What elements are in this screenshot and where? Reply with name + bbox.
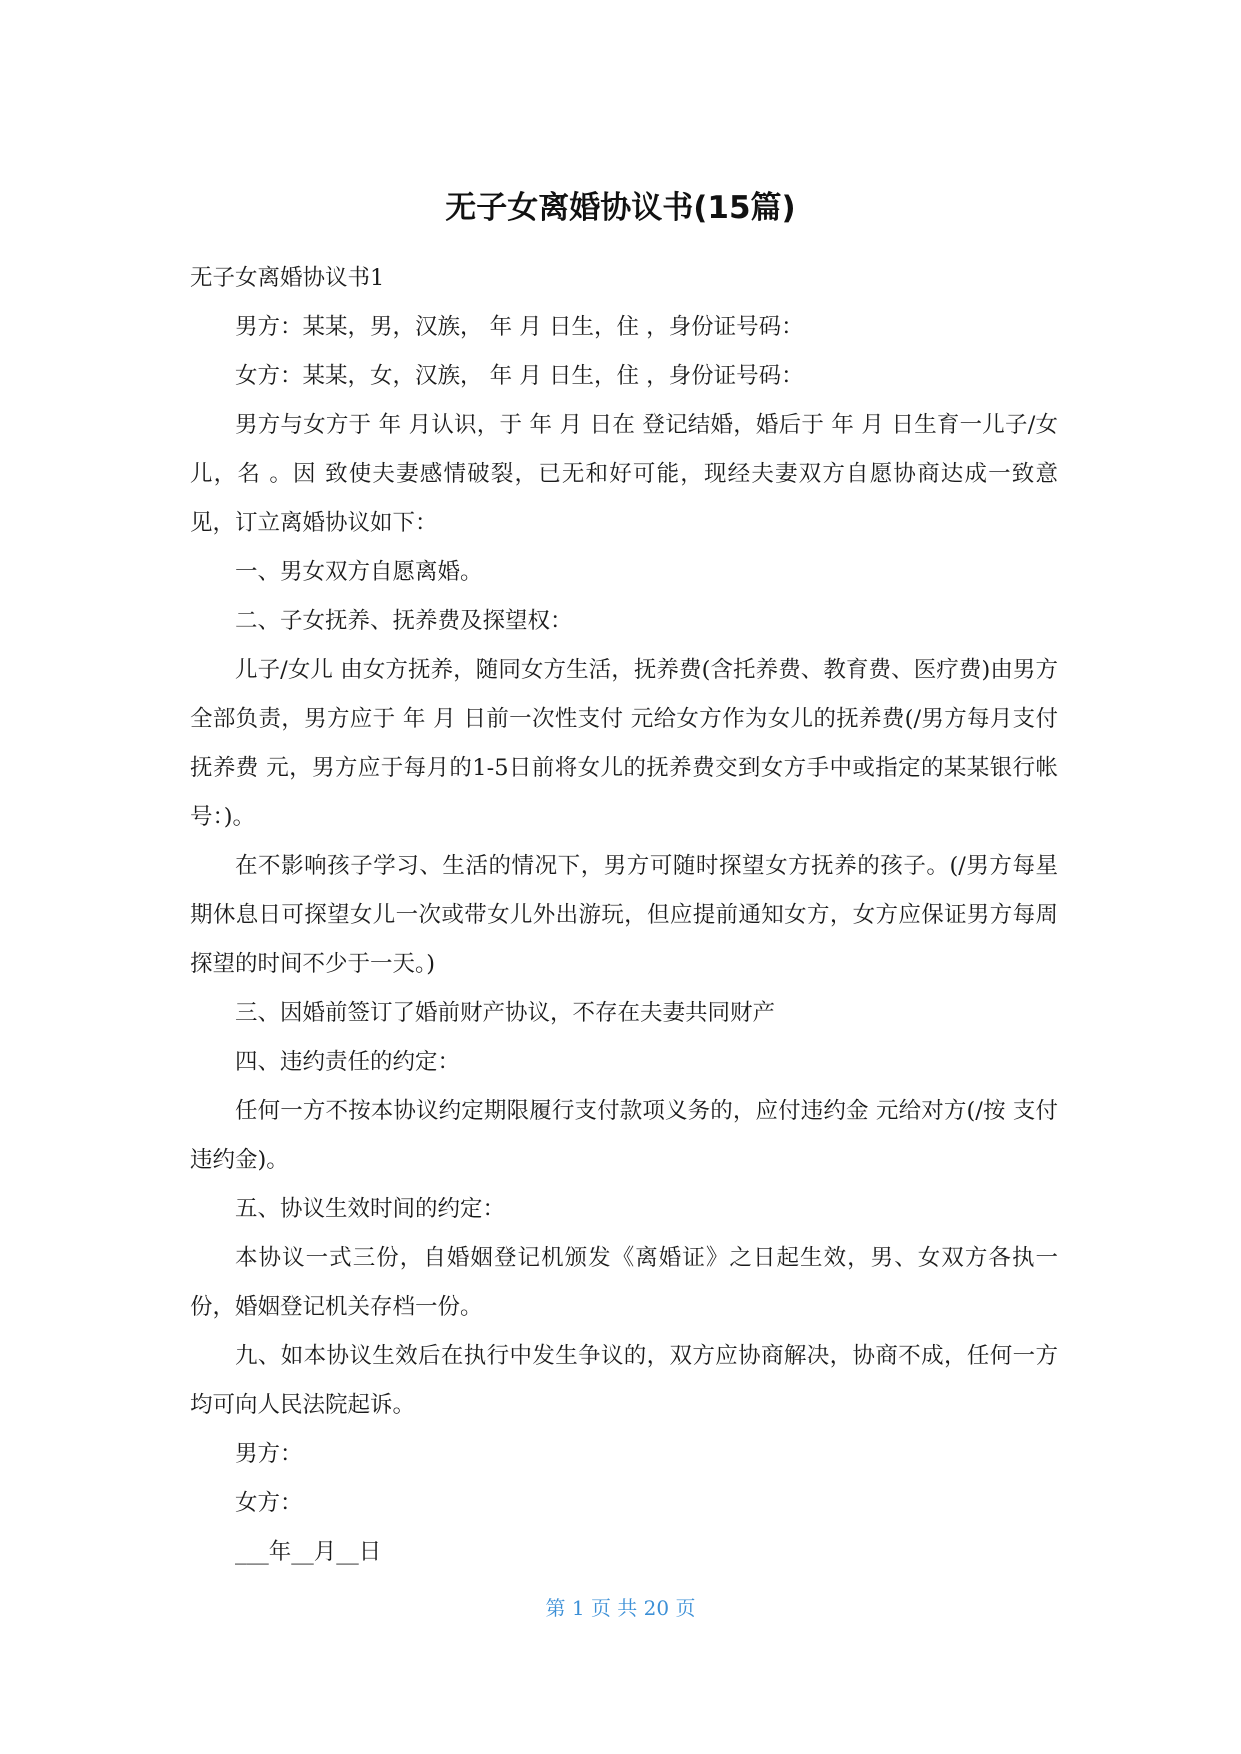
paragraph-penalty: 任何一方不按本协议约定期限履行支付款项义务的，应付违约金 元给对方(/按 支付违约金)。 (190, 1098, 1058, 1173)
paragraph-clause-1: 一、男女双方自愿离婚。 (235, 559, 483, 585)
paragraph-clause-3: 三、因婚前签订了婚前财产协议，不存在夫妻共同财产 (235, 1000, 776, 1026)
paragraph-male-party: 男方：某某，男，汉族， 年 月 日生，住 ，身份证号码： (235, 314, 804, 340)
paragraph-clause-2-heading: 二、子女抚养、抚养费及探望权： (235, 608, 573, 634)
paragraph-visitation: 在不影响孩子学习、生活的情况下，男方可随时探望女方抚养的孩子。(/男方每星期休息日可探望女儿一次或带女儿外出游玩，但应提前通知女方，女方应保证男方每周探望的时间不少于一天。) (190, 853, 1058, 977)
page-number-footer: 第 1 页 共 20 页 (545, 1596, 696, 1620)
signature-female: 女方： (235, 1490, 303, 1516)
section-heading: 无子女离婚协议书1 (190, 265, 385, 291)
document-body (190, 254, 1058, 1577)
signature-male: 男方： (235, 1441, 303, 1467)
paragraph-clause-4-heading: 四、违约责任的约定： (235, 1049, 461, 1075)
signature-date: ___年__月__日 (235, 1539, 382, 1565)
paragraph-dispute: 九、如本协议生效后在执行中发生争议的，双方应协商解决，协商不成，任何一方均可向人民法院起诉。 (190, 1343, 1058, 1418)
paragraph-background: 男方与女方于 年 月认识，于 年 月 日在 登记结婚，婚后于 年 月 日生育一儿子/女儿，名 。因 致使夫妻感情破裂，已无和好可能，现经夫妻双方自愿协商达成一致意见，订立离婚协议如下： (190, 412, 1058, 536)
paragraph-child-support: 儿子/女儿 由女方抚养，随同女方生活，抚养费(含托养费、教育费、医疗费)由男方全部负责，男方应于 年 月 日前一次性支付 元给女方作为女儿的抚养费(/男方每月支付抚养费 元，男方应于每月的1-5日前将女儿的抚养费交到女方手中或指定的某某银行帐号：)。 (190, 657, 1058, 830)
paragraph-female-party: 女方：某某，女，汉族， 年 月 日生，住 ，身份证号码： (235, 363, 804, 389)
paragraph-clause-5-heading: 五、协议生效时间的约定： (235, 1196, 506, 1222)
document-title: 无子女离婚协议书(15篇) (445, 190, 796, 226)
paragraph-effective: 本协议一式三份，自婚姻登记机颁发《离婚证》之日起生效，男、女双方各执一份，婚姻登记机关存档一份。 (190, 1245, 1058, 1320)
